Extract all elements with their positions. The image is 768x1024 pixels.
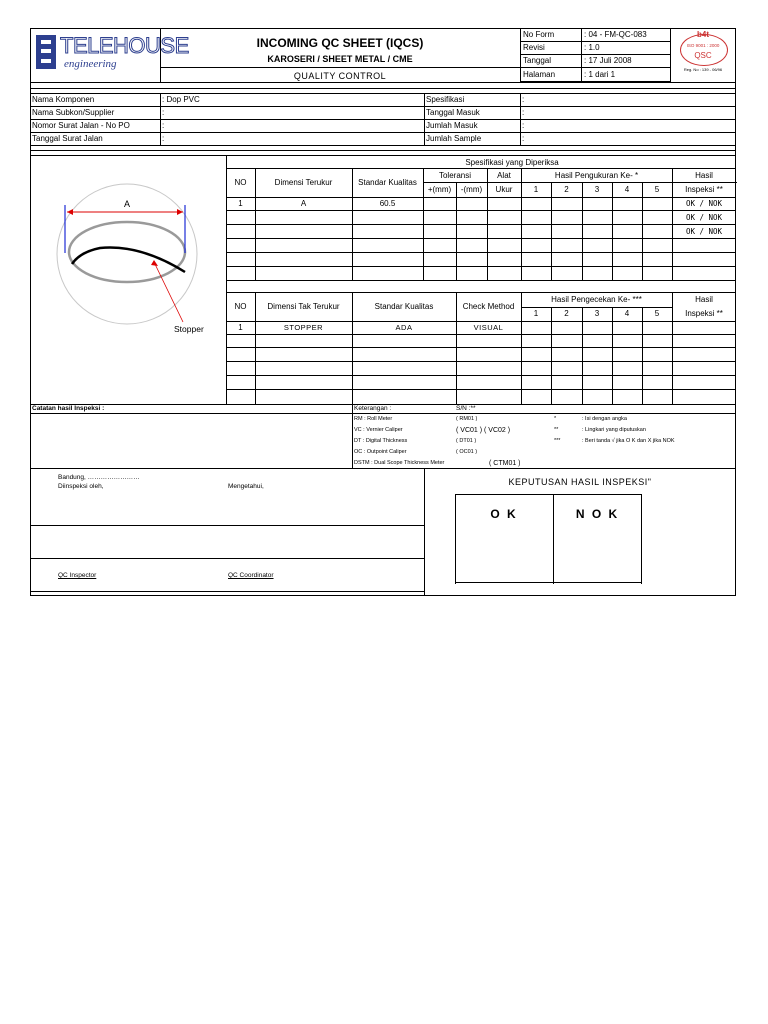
row-dimensi: STOPPER bbox=[283, 323, 324, 332]
col-hasil-pengukuran: Hasil Pengukuran Ke- * bbox=[554, 171, 639, 180]
meta-label-2: Tanggal bbox=[523, 56, 552, 65]
legend-mark: * bbox=[554, 416, 557, 422]
catatan-label: Catatan hasil Inspeksi : bbox=[32, 405, 105, 412]
col-num: 5 bbox=[654, 309, 660, 318]
col-toleransi: Toleransi bbox=[438, 171, 471, 180]
form-subtitle: KAROSERI / SHEET METAL / CME bbox=[267, 54, 413, 64]
col-hasil: Hasil bbox=[695, 171, 713, 180]
info-label: Nama Subkon/Supplier bbox=[32, 108, 115, 117]
tool-name: VC : Vernier Caliper bbox=[354, 427, 403, 433]
col-num: 2 bbox=[564, 185, 569, 194]
col-no: NO bbox=[234, 178, 247, 187]
tool-name: RM : Roll Meter bbox=[354, 416, 393, 422]
ok-nok-choice[interactable]: OK / NOK bbox=[685, 227, 723, 236]
info-value: : bbox=[162, 134, 165, 143]
col-dimensi-tak-terukur: Dimensi Tak Terukur bbox=[267, 302, 340, 311]
info-value: : bbox=[522, 134, 525, 143]
tool-name: DT : Digital Thickness bbox=[354, 438, 408, 444]
diinspeksi-label: Diinspeksi oleh, bbox=[58, 483, 104, 490]
tool-code: ( DT01 ) bbox=[456, 438, 477, 444]
info-value: : bbox=[522, 121, 525, 130]
company-logo bbox=[36, 33, 189, 75]
keputusan-title: KEPUTUSAN HASIL INSPEKSI" bbox=[508, 477, 652, 487]
info-label: Spesifikasi bbox=[426, 95, 465, 104]
row-no: 1 bbox=[238, 199, 243, 208]
info-label: Tanggal Surat Jalan bbox=[32, 134, 103, 143]
info-label: Jumlah Sample bbox=[426, 134, 482, 143]
col-ukur: Ukur bbox=[495, 185, 513, 194]
ok-decision[interactable]: O K bbox=[490, 507, 518, 521]
legend-text: : Isi dengan angka bbox=[582, 416, 627, 422]
row-standar: ADA bbox=[395, 323, 413, 332]
col-num: 4 bbox=[624, 309, 630, 318]
meta-label-0: No Form bbox=[523, 30, 555, 39]
col-inspeksi: Inspeksi ** bbox=[685, 185, 723, 194]
dimension-label: A bbox=[124, 199, 131, 209]
tool-code: ( CTM01 ) bbox=[489, 460, 521, 467]
logo-text: TELEHOUSE bbox=[60, 33, 189, 58]
certification-logo: b4t ISO 9001 : 2000 QSC Reg. No : 139 - 06/96 bbox=[672, 30, 734, 78]
col-hasil-pengecekan: Hasil Pengecekan Ke- *** bbox=[551, 295, 642, 304]
col-inspeksi: Inspeksi ** bbox=[685, 309, 723, 318]
row-dimensi: A bbox=[300, 199, 307, 208]
form-department: QUALITY CONTROL bbox=[293, 71, 387, 81]
spec-title: Spesifikasi yang Diperiksa bbox=[465, 158, 559, 167]
col-hasil: Hasil bbox=[695, 295, 713, 304]
info-value: : Dop PVC bbox=[162, 95, 200, 104]
col-num: 4 bbox=[624, 185, 630, 194]
stopper-label: Stopper bbox=[174, 324, 204, 334]
info-label: Tanggal Masuk bbox=[426, 108, 480, 117]
col-tol-minus: -(mm) bbox=[460, 185, 483, 194]
meta-label-1: Revisi bbox=[523, 43, 545, 52]
legend-mark: *** bbox=[554, 438, 561, 444]
component-drawing bbox=[40, 160, 220, 340]
col-no: NO bbox=[234, 302, 247, 311]
legend-text: : Beri tanda √ jika O K dan X jika NOK bbox=[582, 438, 675, 444]
row-standar: 60.5 bbox=[379, 199, 396, 208]
ring-diagram bbox=[40, 160, 220, 340]
col-num: 3 bbox=[594, 185, 600, 194]
row-method: VISUAL bbox=[473, 323, 504, 332]
col-num: 1 bbox=[533, 185, 539, 194]
col-standar-kualitas: Standar Kualitas bbox=[374, 302, 434, 311]
logo-mark-icon bbox=[36, 35, 56, 69]
qc-coordinator-label: QC Coordinator bbox=[228, 572, 274, 579]
tool-name: OC : Outpoint Caliper bbox=[354, 449, 407, 455]
tool-code: ( RM01 ) bbox=[456, 416, 478, 422]
col-num: 1 bbox=[533, 309, 539, 318]
qc-inspector-label: QC Inspector bbox=[58, 572, 97, 579]
meta-value-2: : 17 Juli 2008 bbox=[584, 56, 632, 65]
sn-label: S/N :** bbox=[456, 405, 476, 412]
col-tol-plus: +(mm) bbox=[427, 185, 452, 194]
meta-value-1: : 1.0 bbox=[584, 43, 600, 52]
bandung-date: Bandung, …………………… bbox=[58, 474, 140, 481]
info-value: : bbox=[162, 121, 165, 130]
tool-code: ( OC01 ) bbox=[456, 449, 478, 455]
info-label: Nama Komponen bbox=[32, 95, 95, 104]
ok-nok-choice[interactable]: OK / NOK bbox=[685, 213, 723, 222]
meta-label-3: Halaman bbox=[523, 70, 556, 79]
info-label: Jumlah Masuk bbox=[426, 121, 478, 130]
info-value: : bbox=[522, 95, 525, 104]
col-alat: Alat bbox=[497, 171, 511, 180]
nok-decision[interactable]: N O K bbox=[575, 507, 620, 521]
legend-mark: ** bbox=[554, 427, 559, 433]
tool-name: DSTM : Dual Scope Thickness Meter bbox=[354, 460, 445, 466]
row-no: 1 bbox=[238, 323, 243, 332]
info-value: : bbox=[522, 108, 525, 117]
meta-value-3: : 1 dari 1 bbox=[584, 70, 616, 79]
col-standar-kualitas: Standar Kualitas bbox=[358, 178, 417, 187]
legend-text: : Lingkari yang diputuskan bbox=[582, 427, 646, 433]
keterangan-label: Keterangan : bbox=[354, 405, 392, 412]
col-dimensi-terukur: Dimensi Terukur bbox=[274, 178, 333, 187]
logo-subtext: engineering bbox=[64, 58, 117, 70]
tool-code: ( VC01 ) ( VC02 ) bbox=[456, 427, 511, 434]
meta-value-0: : 04 - FM-QC-083 bbox=[584, 30, 647, 39]
info-label: Nomor Surat Jalan - No PO bbox=[32, 121, 130, 130]
info-value: : bbox=[162, 108, 165, 117]
form-title: INCOMING QC SHEET (IQCS) bbox=[256, 36, 424, 50]
col-check-method: Check Method bbox=[462, 302, 515, 311]
col-num: 3 bbox=[594, 309, 600, 318]
col-num: 2 bbox=[564, 309, 569, 318]
ok-nok-choice[interactable]: OK / NOK bbox=[685, 199, 723, 208]
mengetahui-label: Mengetahui, bbox=[228, 483, 264, 490]
col-num: 5 bbox=[654, 185, 660, 194]
